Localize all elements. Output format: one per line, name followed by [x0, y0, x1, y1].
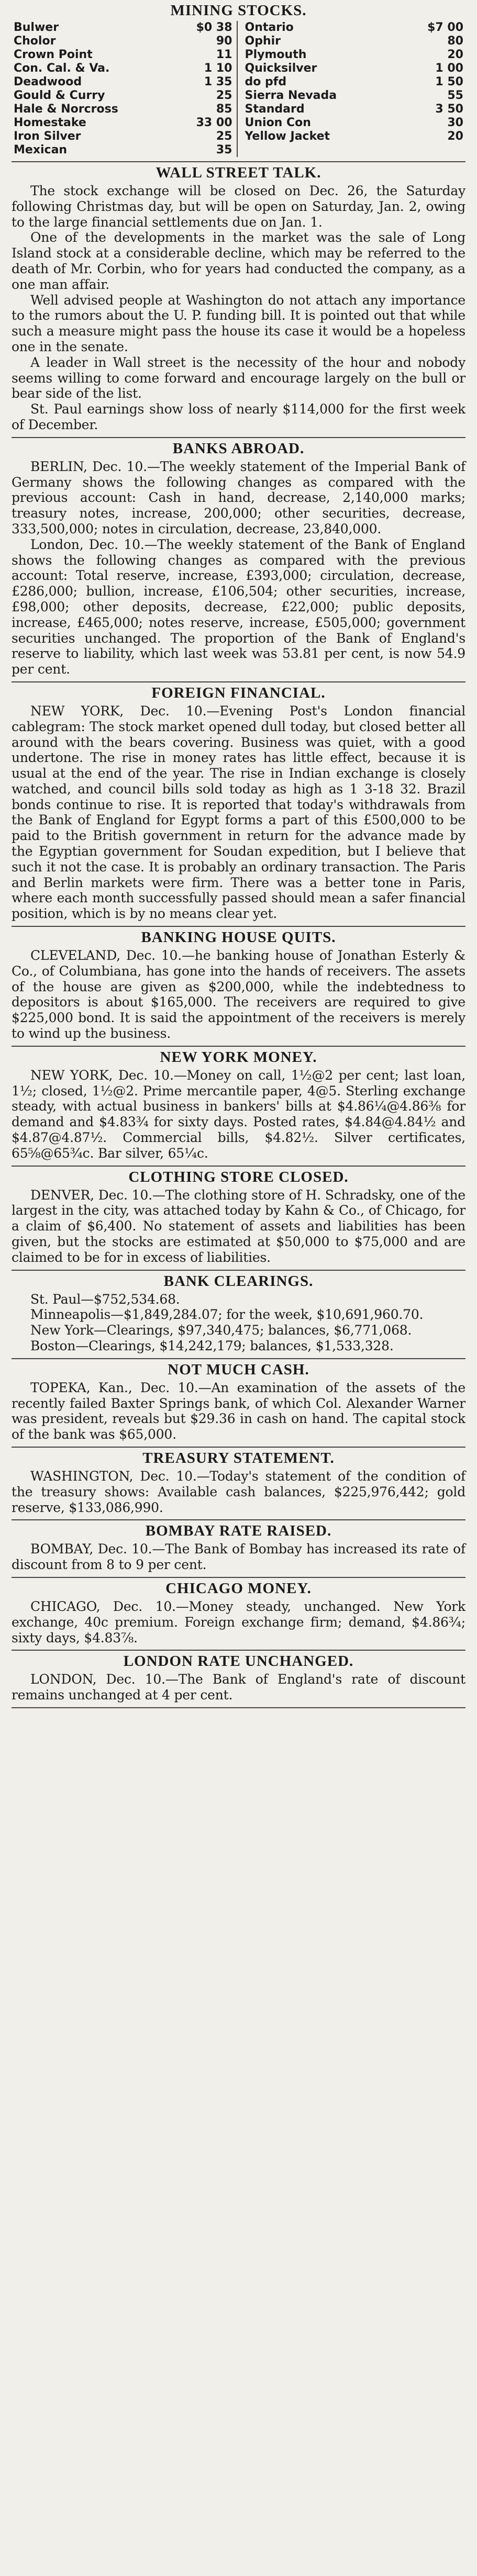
news-section	[12, 927, 465, 1047]
article-paragraph: BERLIN, Dec. 10.—The weekly statement of the Imperial Bank of Germany shows the following changes as compared with the previous account: Cash in hand, decrease, 2,140,000 marks; treasury notes, increase, 200,000; other securities, decrease, 333,500,000; notes in circulation, decrease, 23,840,000.	[12, 458, 465, 536]
mining-stocks-table	[12, 21, 465, 157]
stock-price: 85	[216, 103, 232, 116]
section-heading: CLOTHING STORE CLOSED.	[128, 1168, 349, 1185]
stock-row	[14, 89, 232, 103]
article-paragraph: St. Paul earnings show loss of nearly $114,000 for the first week of December.	[12, 401, 465, 432]
stock-name: Crown Point	[14, 48, 93, 61]
stock-row	[14, 75, 232, 89]
stock-name: Union Con	[245, 116, 311, 129]
news-section	[12, 1651, 465, 1708]
stock-price: 11	[216, 48, 232, 61]
news-section	[12, 682, 465, 927]
article-paragraph: NEW YORK, Dec. 10.—Evening Post's London financial cablegram: The stock market opened dull today, but closed better all around with the bears covering. Business was quiet, with a good undertone. The rise in money rates has little effect, because it is usual at the end of the year. The rise in Indian exchange is closely watched, and council bills sold today as high as 1 3-18 32. Brazil bonds continue to rise. It is reported that today's withdrawals from the Bank of England for Egypt forms a part of this £500,000 to be paid to the British government in return for the advance made by the Egyptian government for Soudan expedition, but I believe that such it not the case. It is probably an ordinary transaction. The Paris and Berlin markets were firm. There was a better tone in Paris, where each month successfully passed should mean a safer financial position, which is by no means clear yet.	[12, 703, 465, 922]
stock-price: 90	[216, 35, 232, 48]
stock-price: 55	[447, 89, 463, 102]
stock-price: 20	[447, 130, 463, 143]
stock-column-right	[245, 21, 464, 157]
stock-name: do pfd	[245, 75, 287, 88]
stock-price: 20	[447, 48, 463, 61]
stock-price: $0 38	[196, 21, 232, 34]
stock-name: Gould & Curry	[14, 89, 105, 102]
stock-name: Sierra Nevada	[245, 89, 337, 102]
article-paragraph: Well advised people at Washington do not attach any importance to the rumors about the U. P. funding bill. It is pointed out that while such a measure might pass the house its case it would be a hopeless one in the senate.	[12, 292, 465, 354]
news-section	[12, 162, 465, 438]
stock-row	[14, 21, 232, 35]
stock-price: 1 00	[435, 62, 463, 75]
stock-price: 30	[447, 116, 463, 129]
article-paragraph: BOMBAY, Dec. 10.—The Bank of Bombay has increased its rate of discount from 8 to 9 per cent.	[12, 1541, 465, 1573]
stock-row	[14, 116, 232, 130]
article-paragraph: CLEVELAND, Dec. 10.—he banking house of Jonathan Esterly & Co., of Columbiana, has gone into the hands of receivers. The assets of the house are given as $200,000, while the indebtedness to depositors is about $165,000. The receivers are required to give $225,000 bond. It is said the appointment of the receivers is merely to wind up the business.	[12, 948, 465, 1041]
stock-row	[245, 48, 464, 62]
stock-price: 25	[216, 89, 232, 102]
section-heading: NEW YORK MONEY.	[160, 1048, 317, 1066]
stock-name: Bulwer	[14, 21, 59, 34]
article-paragraph: Minneapolis—$1,849,284.07; for the week, $10,691,960.70.	[30, 1307, 424, 1323]
article-paragraph: TOPEKA, Kan., Dec. 10.—An examination of the assets of the recently failed Baxter Springs bank, of which Col. Alexander Warner was president, reveals but $29.36 in cash on hand. The capital stock of the bank was $65,000.	[12, 1380, 465, 1442]
stock-row	[14, 143, 232, 157]
stock-row	[14, 35, 232, 48]
news-section	[12, 1520, 465, 1578]
stock-name: Homestake	[14, 116, 86, 129]
section-heading: BANKS ABROAD.	[172, 440, 305, 457]
section-heading: BANK CLEARINGS.	[163, 1272, 314, 1290]
stock-price: 3 50	[435, 103, 463, 116]
article-paragraph: LONDON, Dec. 10.—The Bank of England's rate of discount remains unchanged at 4 per cent.	[12, 1672, 465, 1703]
news-section	[12, 1271, 465, 1359]
news-section	[12, 438, 465, 682]
section-heading: BOMBAY RATE RAISED.	[145, 1522, 332, 1540]
article-paragraph: DENVER, Dec. 10.—The clothing store of H. Schradsky, one of the largest in the city, was attached today by Kahn & Co., of Chicago, for a claim of $6,400. No statement of assets and liabilities has been given, but the stocks are estimated at $50,000 to $75,000 and are claimed to be for in excess of liabilities.	[12, 1187, 465, 1265]
stock-row	[14, 103, 232, 116]
section-heading: LONDON RATE UNCHANGED.	[123, 1653, 354, 1670]
stock-name: Hale & Norcross	[14, 103, 118, 116]
news-section	[12, 1578, 465, 1651]
stock-name: Quicksilver	[245, 62, 317, 75]
section-heading: FOREIGN FINANCIAL.	[151, 684, 326, 701]
stock-row	[245, 75, 464, 89]
stock-row	[14, 130, 232, 143]
stock-name: Standard	[245, 103, 305, 116]
article-paragraph: London, Dec. 10.—The weekly statement of the Bank of England shows the following changes as compared with the previous account: Total reserve, increase, £393,000; circulation, decrease, £286,000; bullion, increase, £106,504; other securities, increase, £98,000; other deposits, decrease, £22,000; public deposits, increase, £465,000; notes reserve, increase, £505,000; government securities unchanged. The proportion of the Bank of England's reserve to liability, which last week was 53.81 per cent, is now 54.9 per cent.	[12, 536, 465, 677]
news-section	[12, 1047, 465, 1167]
news-sections	[12, 162, 465, 1708]
article-paragraph: A leader in Wall street is the necessity of the hour and nobody seems willing to come forward and encourage largely on the bull or bear side of the list.	[12, 354, 465, 401]
article-paragraph: CHICAGO, Dec. 10.—Money steady, unchanged. New York exchange, 40c premium. Foreign exchange firm; demand, $4.86¾; sixty days, $4.83⅞.	[12, 1598, 465, 1645]
stock-name: Plymouth	[245, 48, 307, 61]
stock-row	[245, 130, 464, 143]
news-section	[12, 1359, 465, 1448]
stock-price: 1 50	[435, 75, 463, 88]
stock-row	[245, 103, 464, 116]
stock-price: $7 00	[427, 21, 463, 34]
article-paragraph: St. Paul—$752,534.68.	[30, 1291, 180, 1307]
stock-name: Cholor	[14, 35, 56, 48]
stock-row	[14, 48, 232, 62]
mining-stocks-section	[12, 0, 465, 162]
section-heading: BANKING HOUSE QUITS.	[141, 929, 336, 946]
stock-name: Yellow Jacket	[245, 130, 330, 143]
article-paragraph: The stock exchange will be closed on Dec. 26, the Saturday following Christmas day, but will be open on Saturday, Jan. 2, owing to the large financial settlements due on Jan. 1.	[12, 183, 465, 230]
stock-price: 80	[447, 35, 463, 48]
stock-price: 1 10	[204, 62, 232, 75]
stock-row	[245, 116, 464, 130]
article-paragraph: New York—Clearings, $97,340,475; balances, $6,771,068.	[30, 1323, 412, 1338]
stock-column-left	[14, 21, 238, 157]
section-heading: CHICAGO MONEY.	[165, 1580, 312, 1597]
section-heading: WALL STREET TALK.	[156, 164, 321, 181]
article-paragraph: NEW YORK, Dec. 10.—Money on call, 1½@2 per cent; last loan, 1½; closed, 1½@2. Prime mercantile paper, 4@5. Sterling exchange steady, with actual business in bankers' bills at $4.86¼@4.86⅜ for demand and $4.83¾ for sixty days. Posted rates, $4.84@4.84½ and $4.87@4.87½. Commercial bills, $4.82½. Silver certificates, 65⅝@65¾c. Bar silver, 65¼c.	[12, 1067, 465, 1161]
stock-name: Iron Silver	[14, 130, 81, 143]
section-divider	[12, 1707, 465, 1708]
stock-name: Con. Cal. & Va.	[14, 62, 110, 75]
section-heading: MINING STOCKS.	[170, 2, 307, 19]
article-paragraph: One of the developments in the market was the sale of Long Island stock at a considerable decline, which may be referred to the death of Mr. Corbin, who for years had conducted the company, as a one man affair.	[12, 230, 465, 292]
stock-name: Mexican	[14, 143, 68, 156]
stock-row	[245, 89, 464, 103]
stock-row	[245, 35, 464, 48]
stock-row	[245, 62, 464, 75]
stock-row	[245, 21, 464, 35]
stock-name: Ophir	[245, 35, 281, 48]
news-section	[12, 1448, 465, 1520]
article-paragraph: Boston—Clearings, $14,242,179; balances, $1,533,328.	[30, 1338, 394, 1353]
stock-price: 25	[216, 130, 232, 143]
stock-name: Ontario	[245, 21, 294, 34]
stock-name: Deadwood	[14, 75, 82, 88]
section-heading: NOT MUCH CASH.	[168, 1361, 309, 1378]
stock-price: 35	[216, 143, 232, 156]
article-paragraph: WASHINGTON, Dec. 10.—Today's statement of the condition of the treasury shows: Available cash balances, $225,976,442; gold reserve, $133,086,990.	[12, 1468, 465, 1515]
news-section	[12, 1167, 465, 1271]
stock-row	[14, 62, 232, 75]
stock-price: 33 00	[196, 116, 232, 129]
stock-price: 1 35	[204, 75, 232, 88]
section-heading: TREASURY STATEMENT.	[142, 1449, 335, 1466]
